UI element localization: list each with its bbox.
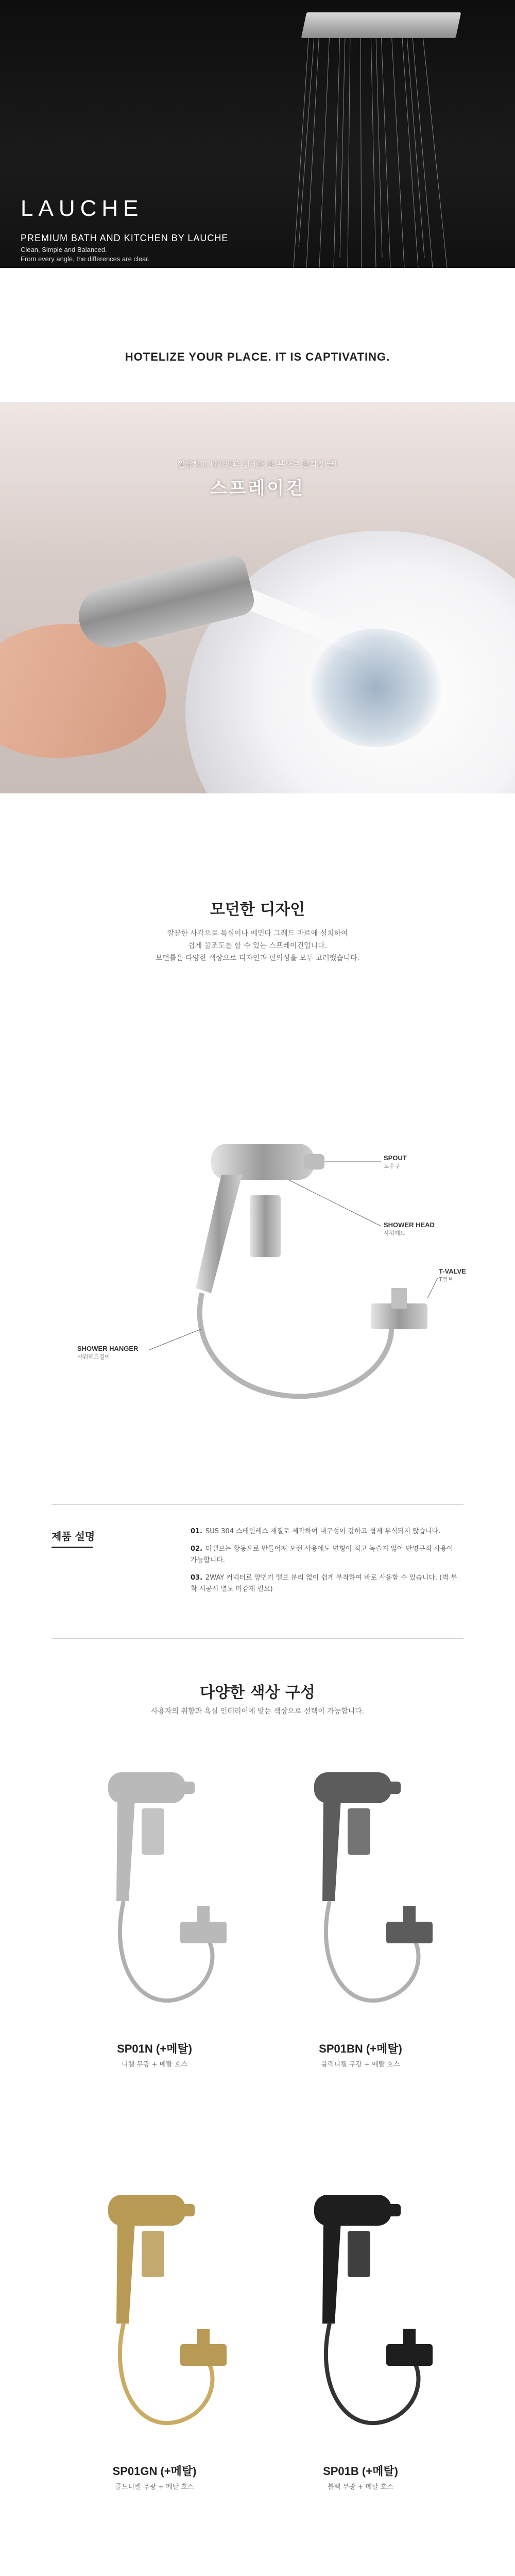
spec-text: 2WAY 커넥터로 양변기 밸브 분리 없이 쉽게 부착하여 바로 사용할 수 있습니다. (벽 부착 시공시 별도 마감재 필요) xyxy=(191,1574,457,1593)
variant-description: 니켈 무광 + 메탈 호스 xyxy=(122,2061,187,2069)
photo-caption: 깔끔하고 디자인과 섬세한 물 분사로 물걱정 끝! xyxy=(178,460,337,469)
spec-text: SUS 304 스테인레스 재질로 제작하여 내구성이 강하고 쉽게 부식되지 않습니다. xyxy=(205,1528,441,1535)
divider xyxy=(52,1504,464,1505)
product-diagram-drawing xyxy=(0,1123,515,1463)
label-shower-hanger xyxy=(77,1345,138,1361)
photo-title: 스프레이건 xyxy=(210,478,305,499)
label-tvalve xyxy=(439,1267,466,1283)
divider xyxy=(52,1638,464,1639)
design-desc-line: 깔끔한 사각으로 특실이나 예민다 그레드 마르에 설치하여 xyxy=(167,929,348,938)
spec-title: 제품 설명 xyxy=(52,1528,95,1543)
label-sub: T밸브 xyxy=(439,1276,453,1283)
spec-number: 02. xyxy=(191,1545,203,1553)
spec-item xyxy=(191,1526,458,1537)
motto-heading: HOTELIZE YOUR PLACE. IT IS CAPTIVATING. xyxy=(125,350,390,363)
variant-name: SP01BN (+메탈) xyxy=(319,2042,402,2055)
variant-description: 블랙 무광 + 메탈 호스 xyxy=(328,2483,393,2491)
shower-head-image xyxy=(301,12,461,38)
color-variant-card xyxy=(52,1752,258,2102)
variant-description: 블랙니켈 무광 + 메탈 호스 xyxy=(321,2061,400,2069)
brand-logo: LAUCHE xyxy=(21,196,144,221)
color-variant-card xyxy=(258,2174,464,2524)
variant-name: SP01B (+메탈) xyxy=(323,2465,398,2478)
design-description xyxy=(0,927,515,964)
subtitle-line-1: Clean, Simple and Balanced. xyxy=(21,246,107,253)
spec-text: 티밸브는 황동으로 만들어져 오랜 사용에도 변형이 적고 녹슬지 않아 반영구적 사용이 가능합니다. xyxy=(191,1545,453,1564)
product-description xyxy=(52,1520,464,1628)
colors-description: 사용자의 취향과 욕실 인테리어에 맞는 색상으로 선택이 가능합니다. xyxy=(150,1707,365,1716)
label-sub: 샤워헤드 xyxy=(384,1230,406,1236)
variant-product-image xyxy=(52,1752,258,2040)
variant-product-image xyxy=(52,2174,258,2463)
variant-product-image xyxy=(258,2174,464,2463)
label-text: SHOWER HEAD xyxy=(384,1221,435,1229)
color-variant-card xyxy=(52,2174,258,2524)
design-desc-line: 쉽게 물조도를 할 수 있는 스프레이건입니다. xyxy=(187,942,328,950)
spec-item xyxy=(191,1544,458,1566)
subtitle-line-2: From every angle, the differences are clear. xyxy=(21,255,150,263)
product-diagram xyxy=(0,1123,515,1463)
label-sub: 샤워헤드걸이 xyxy=(77,1353,110,1360)
label-shower-head xyxy=(384,1221,435,1237)
variant-description: 골드니켈 무광 + 메탈 호스 xyxy=(115,2483,194,2491)
design-desc-line: 모던틀은 다양한 색상으로 디자인과 편의성을 모두 고려했습니다. xyxy=(155,954,360,962)
brand-subtitle xyxy=(21,245,150,264)
color-variant-card xyxy=(258,1752,464,2102)
colors-title: 다양한 색상 구성 xyxy=(200,1684,315,1702)
variant-name: SP01N (+메탈) xyxy=(117,2042,192,2055)
spec-number: 03. xyxy=(191,1574,203,1582)
variant-name: SP01GN (+메탈) xyxy=(112,2465,197,2478)
water-image xyxy=(309,629,443,747)
label-sub: 토수구 xyxy=(384,1163,400,1170)
spec-number: 01. xyxy=(191,1528,203,1535)
usage-photo xyxy=(0,402,515,793)
label-spout xyxy=(384,1154,407,1170)
label-text: T-VALVE xyxy=(439,1267,466,1275)
spec-item xyxy=(191,1572,458,1595)
label-text: SHOWER HANGER xyxy=(77,1345,139,1352)
design-title: 모던한 디자인 xyxy=(210,901,305,919)
label-text: SPOUT xyxy=(384,1154,407,1162)
shower-water-image xyxy=(216,0,484,268)
brand-tagline: PREMIUM BATH AND KITCHEN BY LAUCHE xyxy=(21,233,229,243)
hero-banner xyxy=(0,0,515,268)
variant-product-image xyxy=(258,1752,464,2040)
spec-list xyxy=(191,1526,458,1601)
